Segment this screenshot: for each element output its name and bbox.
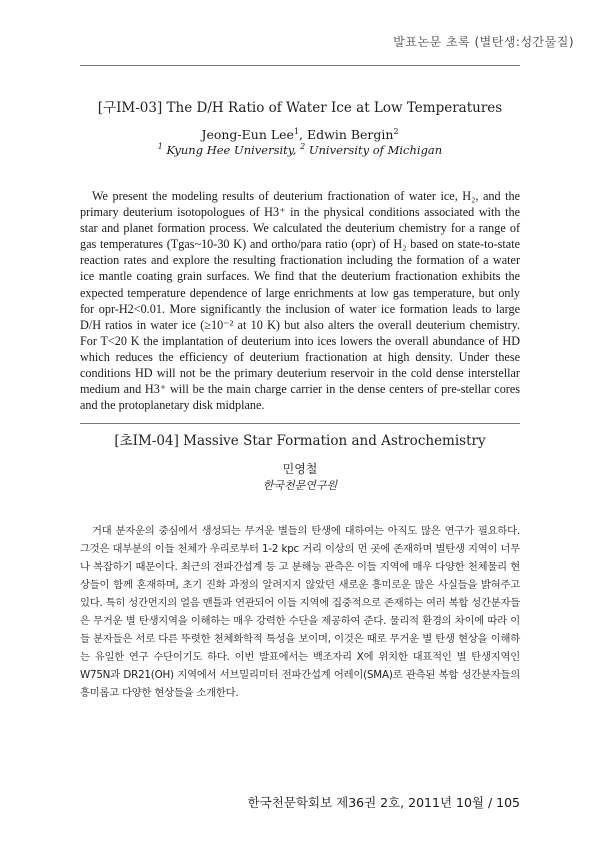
paper1-title: [구IM-03] The D/H Ratio of Water Ice at Low Temperatures bbox=[97, 100, 503, 116]
paper1-abstract: We present the modeling results of deuterium fractionation of water ice, H₂, and the primary deuterium isotopologues of H3⁺ in the physical conditions associated with the star and planet formation process. We calculated the deuterium chemistry for a range of gas temperatures (Tgas~10-30 K) and ortho/para ratio (opr) of H₂ based on state-to-state reaction rates and explore the resulting fractionation including the formation of a water ice mantle coating grain surfaces. We find that the deuterium fractionation exhibits the expected temperature dependence of large enrichments at low gas temperature, but only for opr-H2<0.01. More significantly the inclusion of water ice formation leads to large D/H ratios in water ice (≥10⁻² at 10 K) but also alters the overall deuterium chemistry. For T<20 K the implantation of deuterium into ices lowers the overall abundance of HD which reduces the efficiency of deuterium fractionation at high density. Under these conditions HD will not be the primary deuterium reservoir in the cold dense interstellar medium and H3⁺ will be the main charge carrier in the dense centers of pre-stellar cores and the protoplanetary disk midplane. bbox=[80, 189, 520, 413]
page-footer: 한국천문학회보 제36권 2호, 2011년 10월 / 105 bbox=[247, 795, 520, 810]
paper1-authors bbox=[0, 127, 600, 142]
paper1-author2-sup: 2 bbox=[393, 126, 399, 136]
section-divider bbox=[80, 423, 520, 424]
paper2-abstract: 거대 분자운의 중심에서 생성되는 무거운 별들의 탄생에 대하여는 아직도 많은 연구가 필요하다. 그것은 대부분의 이들 천체가 우리로부터 1-2 kpc 거리 이상의 먼 곳에 존재하며 별탄생 지역이 너무나 복잡하기 때문이다. 최근의 전파간섭계 등 고 분해능 관측은 이들 지역에 매우 다양한 천체물리 현상들이 함께 혼재하며, 초기 진화 과정의 알려지지 않았던 새로운 흥미로운 많은 사실들을 밝혀주고 있다. 특히 성간먼지의 얼음 맨틀과 연관되어 이들 지역에 집중적으로 존재하는 여러 복합 성간분자들은 무거운 별 탄생지역을 이해하는 매우 강력한 수단을 제공하여 준다. 물리적 환경의 차이에 따라 이들 분자들은 서로 다른 뚜렷한 천체화학적 특성을 보이며, 이것은 때로 무거운 별 탄생 현상을 이해하는 유일한 연구 수단이기도 하다. 이번 발표에서는 백조자리 X에 위치한 대표적인 별 탄생지역인 W75N과 DR21(OH) 지역에서 서브밀리미터 전파간섭계 어레이(SMA)로 관측된 복합 성간분자들의 흥미롭고 다양한 현상들을 소개한다. bbox=[80, 525, 520, 699]
header-rule bbox=[80, 65, 520, 66]
paper1-author2: Edwin Bergin bbox=[307, 127, 394, 142]
paper1-affil2-sup: 2 bbox=[300, 142, 306, 152]
paper1-author-sep: , bbox=[299, 127, 307, 142]
paper2-author: 민영철 bbox=[282, 462, 318, 476]
paper1-affil1: Kyung Hee University, bbox=[162, 143, 301, 157]
paper1-affil2: University of Michigan bbox=[305, 143, 443, 157]
paper1-affiliations bbox=[0, 143, 600, 157]
paper1-author1-sup: 1 bbox=[293, 126, 300, 136]
running-header: 발표논문 초록 (별탄생:성간물질) bbox=[393, 35, 574, 49]
paper2-affiliation: 한국천문연구원 bbox=[262, 479, 338, 492]
paper1-affil1-sup: 1 bbox=[157, 142, 163, 152]
paper1-author1: Jeong-Eun Lee bbox=[201, 127, 294, 142]
paper2-title: [초IM-04] Massive Star Formation and Astrochemistry bbox=[114, 433, 486, 449]
